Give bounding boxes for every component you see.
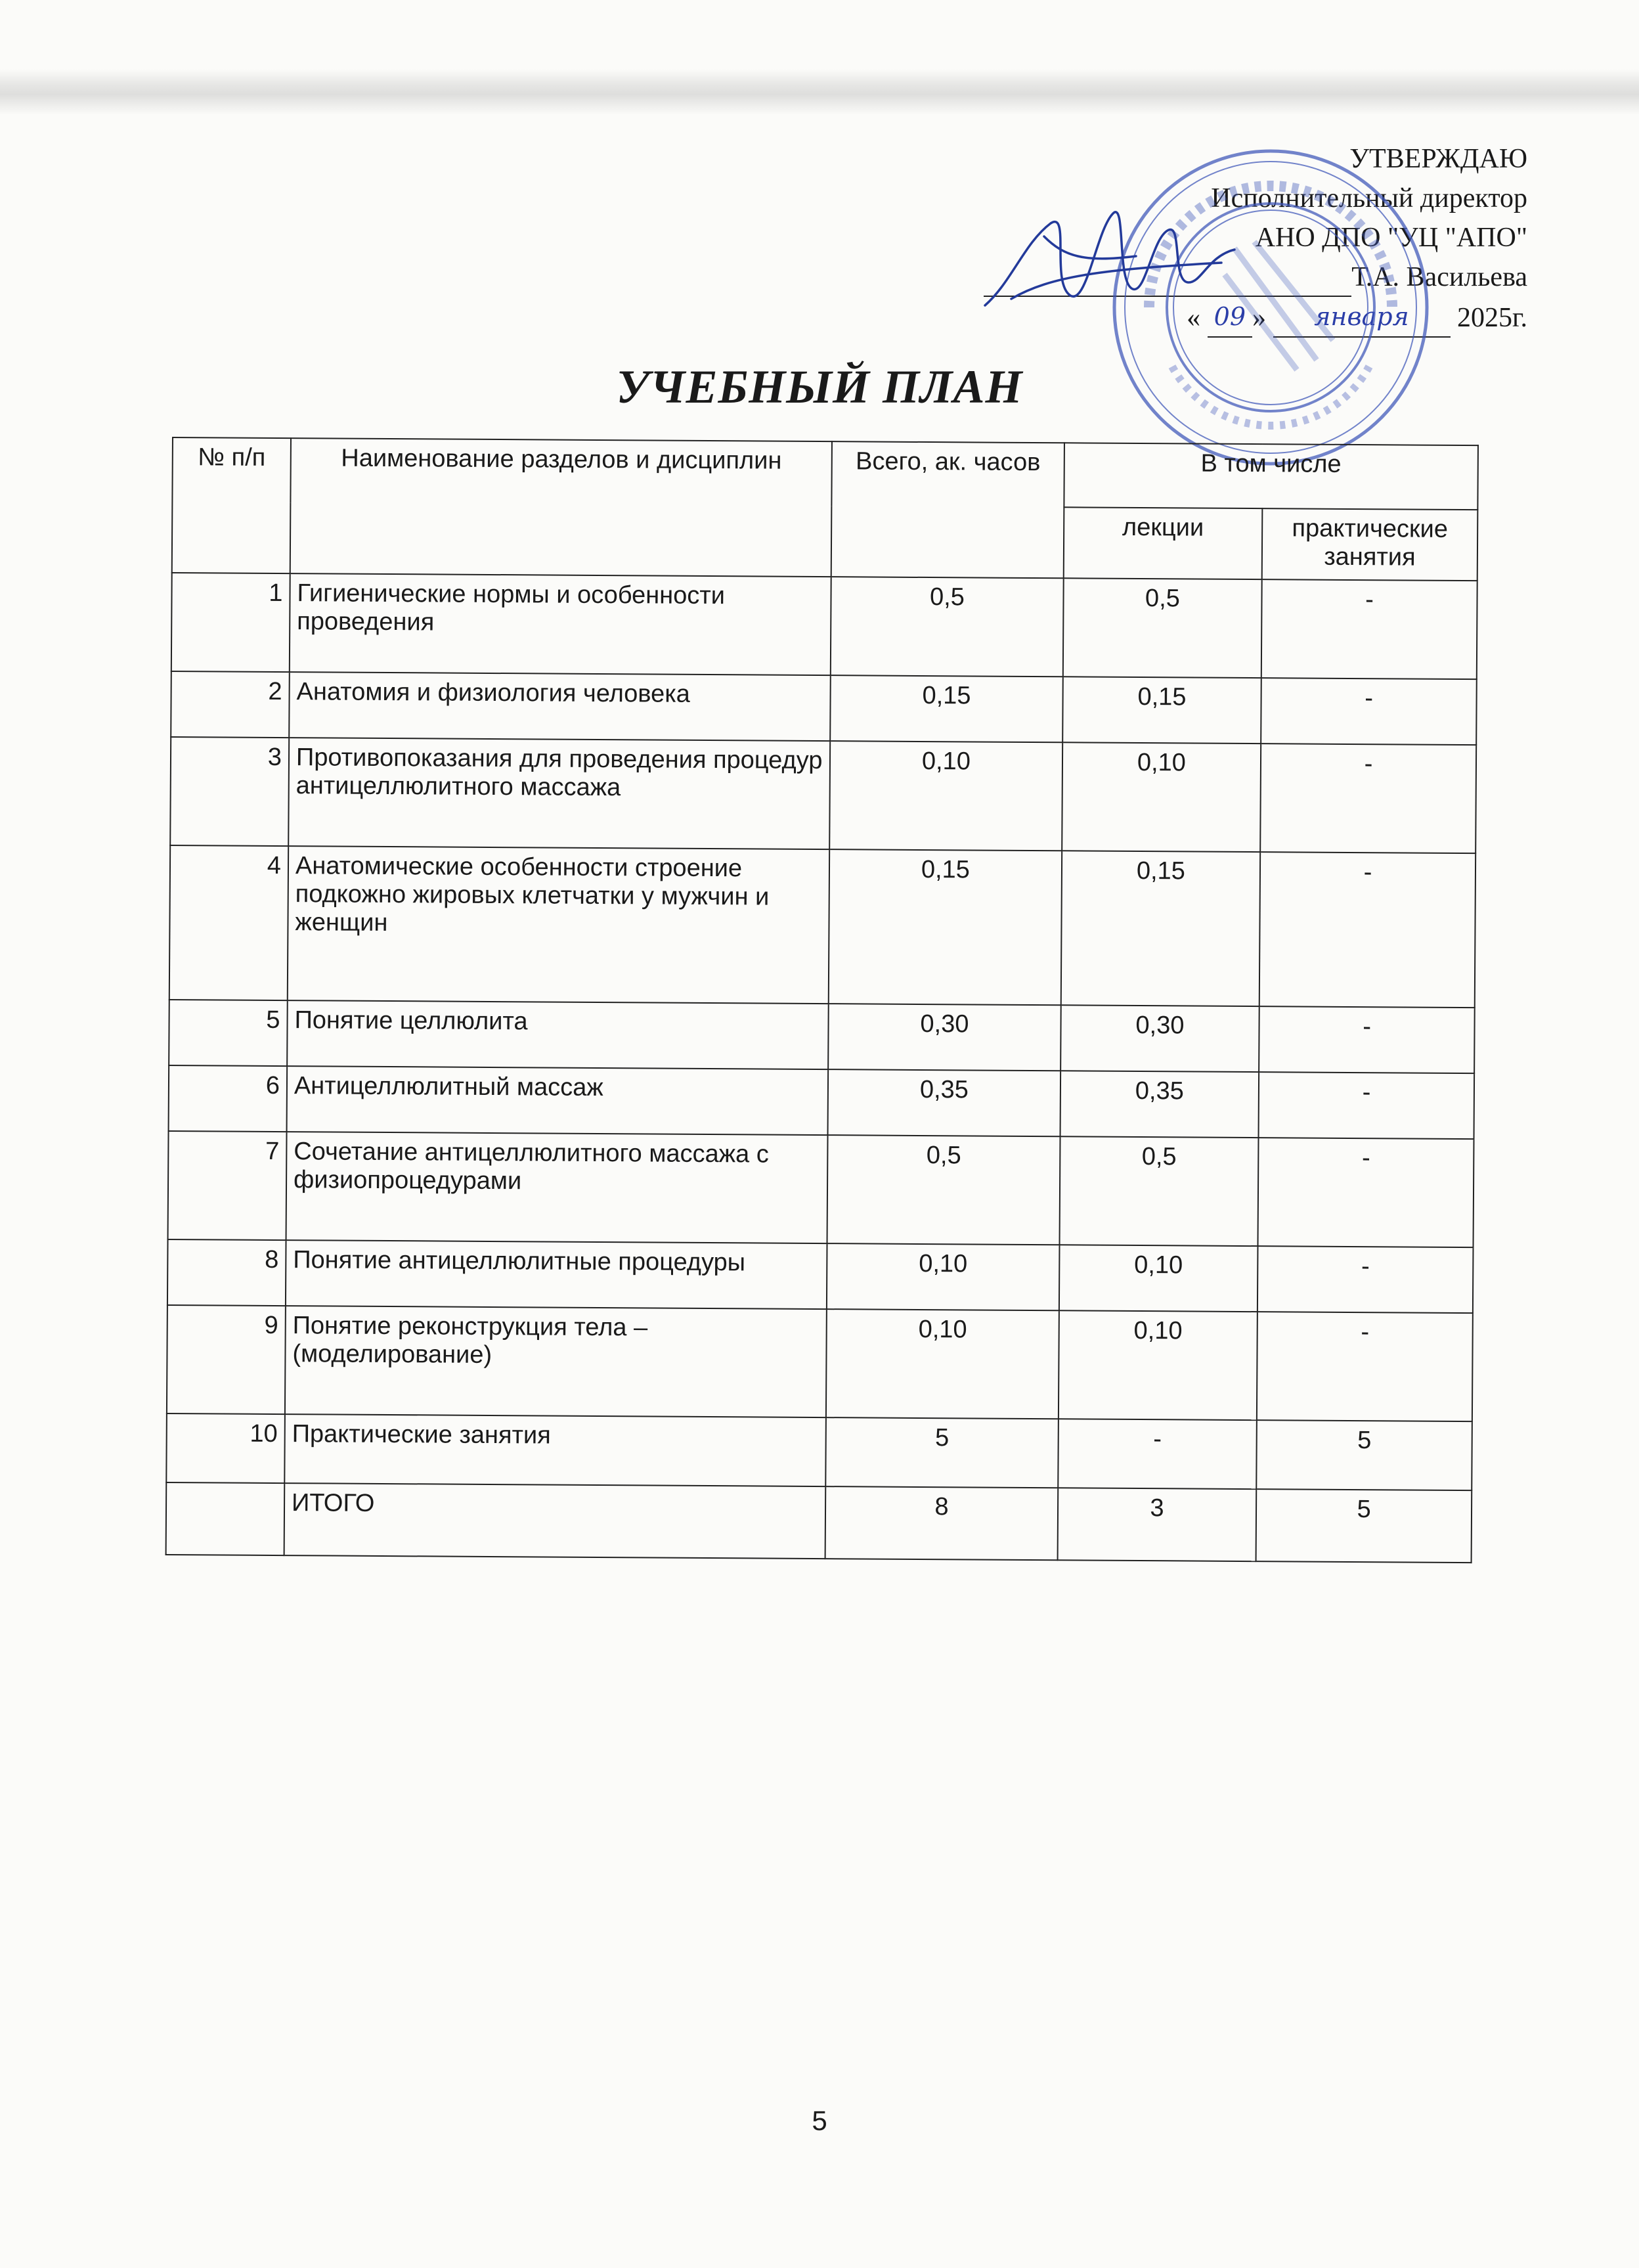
- row-name: Понятие антицеллюлитные процедуры: [286, 1240, 827, 1309]
- curriculum-table: [165, 437, 1479, 1563]
- row-num: 10: [166, 1413, 285, 1483]
- row-total: 0,15: [830, 675, 1062, 742]
- row-name: Гигиенические нормы и особенности проведения: [290, 573, 831, 675]
- row-num: 3: [170, 737, 289, 846]
- total-practical: 5: [1256, 1489, 1472, 1563]
- row-name: Анатомия и физиология человека: [289, 672, 831, 741]
- row-lectures: 0,15: [1062, 677, 1261, 744]
- table-row: [167, 1305, 1473, 1421]
- row-practical: -: [1257, 1246, 1473, 1313]
- row-num: 7: [168, 1131, 287, 1240]
- row-total: 0,10: [827, 1243, 1059, 1310]
- row-practical: -: [1258, 1138, 1474, 1247]
- total-hours: 8: [825, 1486, 1058, 1560]
- table-row: [167, 1239, 1474, 1313]
- row-practical: 5: [1256, 1420, 1472, 1490]
- row-practical: -: [1259, 1072, 1474, 1139]
- header-name: Наименование разделов и дисциплин: [290, 438, 832, 577]
- row-practical: -: [1257, 1312, 1473, 1421]
- row-name: Понятие реконструкция тела – (моделирование): [285, 1306, 827, 1417]
- row-lectures: 0,10: [1059, 1310, 1257, 1420]
- row-total: 0,5: [831, 577, 1063, 677]
- row-total: 0,35: [828, 1069, 1060, 1136]
- table-row: [166, 1413, 1472, 1490]
- document-title: УЧЕБНЫЙ ПЛАН: [616, 361, 1023, 413]
- row-practical: -: [1259, 1006, 1474, 1073]
- header-lectures: лекции: [1063, 507, 1262, 579]
- page-number: 5: [812, 2105, 827, 2136]
- date-month: января: [1273, 297, 1451, 338]
- row-lectures: 0,15: [1060, 851, 1260, 1006]
- date-year: 2025г.: [1457, 303, 1527, 333]
- approval-signatory: Т.А. Васильева: [1351, 262, 1527, 292]
- table-row: [171, 671, 1477, 745]
- row-total: 0,10: [829, 741, 1062, 851]
- row-num: 8: [167, 1239, 286, 1306]
- row-practical: -: [1260, 744, 1476, 853]
- table-row: [169, 1000, 1475, 1073]
- row-num: 4: [169, 845, 288, 1000]
- row-total: 0,10: [826, 1309, 1059, 1419]
- row-lectures: 0,5: [1059, 1136, 1258, 1246]
- row-lectures: 0,10: [1062, 742, 1261, 852]
- approval-position: Исполнительный директор: [1211, 183, 1527, 213]
- scan-edge-shadow: [0, 69, 1639, 115]
- row-name: Антицеллюлитный массаж: [286, 1066, 828, 1135]
- total-label: ИТОГО: [284, 1483, 826, 1559]
- approval-heading: УТВЕРЖДАЮ: [1349, 144, 1527, 174]
- total-num: [166, 1482, 285, 1555]
- signature-icon: [972, 184, 1248, 322]
- row-name: Практические занятия: [284, 1414, 826, 1486]
- row-num: 6: [169, 1065, 288, 1132]
- row-num: 1: [171, 573, 290, 672]
- row-name: Сочетание антицеллюлитного массажа с физиопроцедурами: [286, 1132, 827, 1243]
- header-including: В том числе: [1064, 443, 1478, 510]
- row-total: 0,5: [827, 1135, 1060, 1245]
- row-name: Понятие целлюлита: [287, 1000, 829, 1069]
- row-total: 0,15: [829, 849, 1062, 1005]
- table-body: [166, 573, 1477, 1563]
- header-practical: практические занятия: [1262, 508, 1478, 581]
- table-row: [171, 573, 1477, 679]
- row-num: 5: [169, 1000, 288, 1066]
- row-total: 5: [825, 1417, 1058, 1488]
- date-mid-quote: »: [1252, 303, 1266, 333]
- row-num: 9: [167, 1305, 286, 1414]
- row-practical: -: [1261, 579, 1477, 679]
- table-total-row: [166, 1482, 1472, 1563]
- row-practical: -: [1261, 678, 1476, 745]
- row-total: 0,30: [828, 1004, 1060, 1071]
- row-practical: -: [1259, 852, 1475, 1008]
- table-row: [169, 845, 1475, 1008]
- table-row: [169, 1065, 1475, 1139]
- row-lectures: 0,35: [1060, 1071, 1259, 1138]
- table-row: [170, 737, 1476, 853]
- table-row: [168, 1131, 1474, 1247]
- row-lectures: 0,30: [1060, 1005, 1259, 1072]
- approval-organization: АНО ДПО "УЦ "АПО": [1255, 223, 1527, 253]
- date-open-quote: «: [1187, 303, 1201, 333]
- row-name: Анатомические особенности строение подкожно жировых клетчатки у мужчин и женщин: [288, 846, 830, 1004]
- date-day: 09: [1208, 297, 1252, 338]
- header-num: № п/п: [172, 437, 291, 573]
- row-name: Противопоказания для проведения процедур антицеллюлитного массажа: [288, 738, 830, 849]
- row-lectures: 0,10: [1059, 1245, 1258, 1312]
- total-lectures: 3: [1057, 1488, 1256, 1561]
- header-total: Всего, ак. часов: [831, 441, 1064, 578]
- row-lectures: 0,5: [1062, 578, 1261, 678]
- row-num: 2: [171, 671, 290, 738]
- row-lectures: -: [1058, 1419, 1257, 1489]
